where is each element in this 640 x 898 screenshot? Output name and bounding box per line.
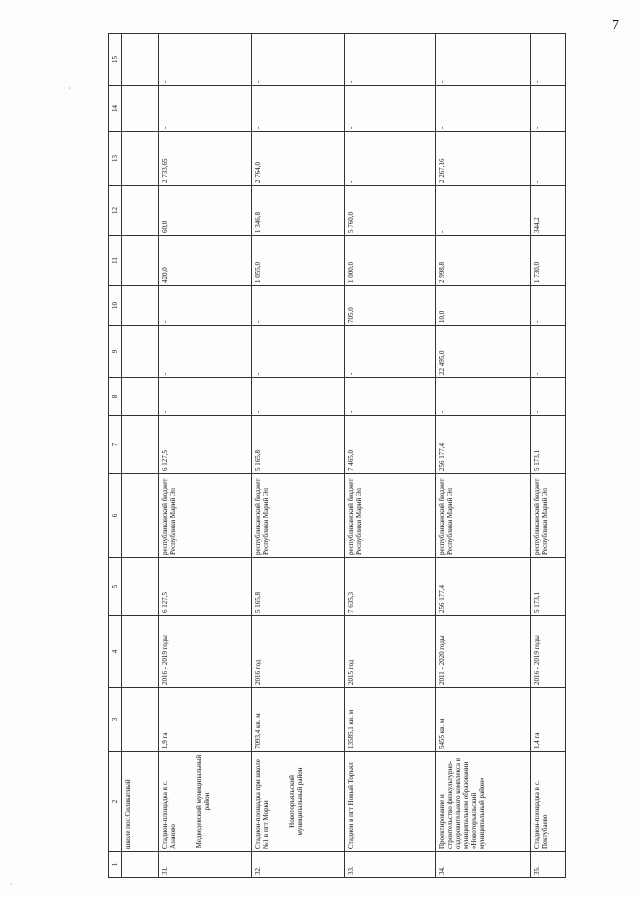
row-number-cell: 33.: [345, 852, 436, 878]
empty-cell: [122, 558, 159, 616]
empty-cell: [122, 236, 159, 286]
value-cell: 22 495,0: [436, 326, 531, 378]
table-row: [436, 34, 531, 878]
header-cell: 12: [109, 186, 122, 236]
empty-cell: [122, 688, 159, 752]
value-cell: 2 764,0: [252, 132, 345, 186]
empty-cell: [122, 474, 159, 558]
value-cell: -: [436, 34, 531, 86]
header-cell: 9: [109, 326, 122, 378]
table-row: [159, 34, 252, 878]
header-cell: 6: [109, 474, 122, 558]
capacity-cell: 1,4 га: [531, 688, 566, 752]
empty-cell: [122, 86, 159, 132]
value-cell: 256 177,4: [436, 416, 531, 474]
header-cell: 15: [109, 34, 122, 86]
value-cell: -: [436, 378, 531, 416]
header-row: [109, 34, 122, 878]
cost-cell: 6 127,5: [159, 558, 252, 616]
value-cell: 5 173,1: [531, 416, 566, 474]
source-cell: республиканский бюджет Республики Марий Эл: [531, 474, 566, 558]
header-cell: 2: [109, 752, 122, 852]
value-cell: -: [345, 132, 436, 186]
value-cell: 5 165,8: [252, 416, 345, 474]
cost-cell: 5 165,8: [252, 558, 345, 616]
header-cell: 4: [109, 616, 122, 688]
capacity-cell: 1,9 га: [159, 688, 252, 752]
value-cell: -: [159, 86, 252, 132]
empty-cell: [122, 132, 159, 186]
empty-cell: [122, 416, 159, 474]
value-cell: -: [436, 186, 531, 236]
empty-cell: [122, 34, 159, 86]
source-cell: республиканский бюджет Республики Марий Эл: [436, 474, 531, 558]
header-cell: 14: [109, 86, 122, 132]
cost-cell: 7 635,3: [345, 558, 436, 616]
source-cell: республиканский бюджет Республики Марий Эл: [252, 474, 345, 558]
value-cell: 420,0: [159, 236, 252, 286]
empty-cell: [122, 616, 159, 688]
value-cell: 344,2: [531, 186, 566, 236]
table-row: [345, 34, 436, 878]
value-cell: -: [252, 34, 345, 86]
value-cell: 1 730,0: [531, 236, 566, 286]
object-name-cell: Стадион в пгт Новый Торъял: [345, 752, 436, 852]
source-cell: республиканский бюджет Республики Марий Эл: [159, 474, 252, 558]
years-cell: 2016 год: [252, 616, 345, 688]
value-cell: 1 055,0: [252, 236, 345, 286]
capacity-cell: 13585,1 кв. м: [345, 688, 436, 752]
empty-cell: [122, 286, 159, 326]
row-number-cell: 35.: [531, 852, 566, 878]
object-name: Стадион-площадка в с. Азаново: [161, 780, 178, 849]
page-number: 7: [612, 18, 619, 33]
table-frame: [108, 34, 550, 878]
value-cell: 7 465,0: [345, 416, 436, 474]
value-cell: 5 760,0: [345, 186, 436, 236]
value-cell: 705,0: [345, 286, 436, 326]
object-name: Стадион-площадка при школе №1 в пгт Морки: [254, 759, 271, 849]
table-row: [531, 34, 566, 878]
empty-cell: [122, 186, 159, 236]
header-cell: 11: [109, 236, 122, 286]
capacity-cell: 7093,4 кв. м: [252, 688, 345, 752]
row-number-cell: 34.: [436, 852, 531, 878]
years-cell: 2016 - 2019 годы: [531, 616, 566, 688]
value-cell: -: [436, 86, 531, 132]
header-cell: 1: [109, 852, 122, 878]
value-cell: 2 733,65: [159, 132, 252, 186]
value-cell: -: [159, 34, 252, 86]
capacity-cell: 5455 кв. м: [436, 688, 531, 752]
value-cell: -: [252, 378, 345, 416]
value-cell: 1 000,0: [345, 236, 436, 286]
value-cell: 1 346,8: [252, 186, 345, 236]
header-cell: 5: [109, 558, 122, 616]
row-number-cell: 31.: [159, 852, 252, 878]
object-name-cell: Проектирование и строительство физкультурно-оздоровительного комплекса в муниципальном образовании «Новоторъяльский муниципальный район»: [436, 752, 531, 852]
value-cell: 2 267,16: [436, 132, 531, 186]
district-name: Новоторъяльский муниципальный район: [288, 767, 305, 836]
value-cell: -: [531, 34, 566, 86]
value-cell: -: [252, 286, 345, 326]
years-cell: 2015 год: [345, 616, 436, 688]
years-cell: 2016 - 2019 годы: [159, 616, 252, 688]
cost-cell: 5 173,1: [531, 558, 566, 616]
scan-speck: ·: [10, 880, 13, 889]
value-cell: -: [531, 86, 566, 132]
value-cell: 10,0: [436, 286, 531, 326]
value-cell: -: [345, 34, 436, 86]
row-number-cell: 32.: [252, 852, 345, 878]
value-cell: 6 127,5: [159, 416, 252, 474]
value-cell: -: [345, 326, 436, 378]
header-cell: 13: [109, 132, 122, 186]
value-cell: -: [531, 286, 566, 326]
header-cell: 3: [109, 688, 122, 752]
value-cell: -: [531, 326, 566, 378]
header-cell: 7: [109, 416, 122, 474]
table-row: [252, 34, 345, 878]
source-cell: республиканский бюджет Республики Марий Эл: [345, 474, 436, 558]
value-cell: -: [252, 326, 345, 378]
value-cell: 2 998,8: [436, 236, 531, 286]
value-cell: -: [159, 326, 252, 378]
object-name-cell: школе пос.Силикатный: [122, 752, 159, 852]
value-cell: -: [159, 286, 252, 326]
object-name-cell: [159, 752, 252, 852]
value-cell: -: [252, 86, 345, 132]
object-name-cell: [252, 752, 345, 852]
rotated-table-container: [108, 34, 550, 878]
scan-speck: ·: [68, 84, 71, 93]
header-cell: 10: [109, 286, 122, 326]
program-table: [108, 33, 566, 878]
header-cell: 8: [109, 378, 122, 416]
empty-cell: [122, 378, 159, 416]
empty-cell: [122, 326, 159, 378]
table-row: [122, 34, 159, 878]
value-cell: -: [531, 378, 566, 416]
value-cell: 60,0: [159, 186, 252, 236]
value-cell: -: [531, 132, 566, 186]
cost-cell: 256 177,4: [436, 558, 531, 616]
row-number-cell: [122, 852, 159, 878]
value-cell: -: [345, 378, 436, 416]
years-cell: 2011 - 2020 годы: [436, 616, 531, 688]
value-cell: -: [345, 86, 436, 132]
object-name-cell: Стадион-площадка в с. Пектубаево: [531, 752, 566, 852]
value-cell: -: [159, 378, 252, 416]
district-name: Медведевский муниципальный район: [195, 754, 212, 849]
